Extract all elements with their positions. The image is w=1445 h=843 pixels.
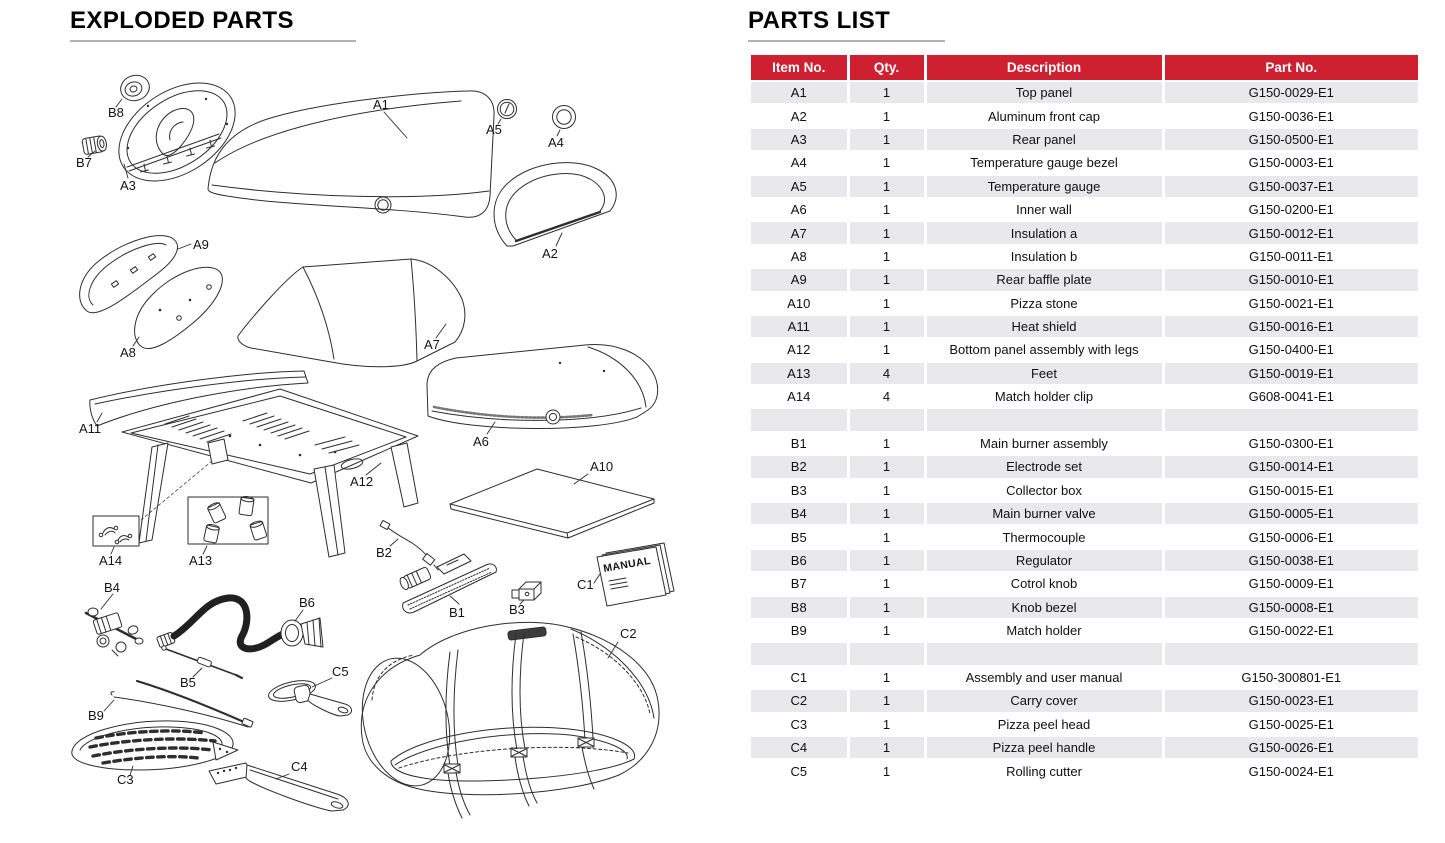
manual-cover-text: MANUAL <box>602 554 652 575</box>
part-row <box>751 385 1418 408</box>
cell-part <box>1163 642 1418 665</box>
cell-desc: Main burner valve <box>925 502 1163 525</box>
part-b7-control-knob <box>82 135 108 157</box>
cell-part: G150-0400-E1 <box>1163 338 1418 361</box>
cell-item: B1 <box>751 432 848 455</box>
cell-item: A2 <box>751 104 848 127</box>
cell-item: A5 <box>751 175 848 198</box>
part-row <box>751 549 1418 572</box>
cell-desc: Inner wall <box>925 198 1163 221</box>
part-row <box>751 666 1418 689</box>
cell-desc: Main burner assembly <box>925 432 1163 455</box>
part-row <box>751 736 1418 759</box>
cell-item: B2 <box>751 455 848 478</box>
label-a6: A6 <box>473 434 489 449</box>
label-b1: B1 <box>449 605 465 620</box>
label-b4: B4 <box>104 580 120 595</box>
cell-item: B6 <box>751 549 848 572</box>
cell-desc: Match holder <box>925 619 1163 642</box>
part-b5-thermocouple <box>162 646 242 678</box>
cell-qty: 1 <box>848 666 925 689</box>
cell-item: A6 <box>751 198 848 221</box>
cell-qty: 1 <box>848 128 925 151</box>
cell-part: G150-0029-E1 <box>1163 81 1418 104</box>
part-row <box>751 432 1418 455</box>
part-row <box>751 175 1418 198</box>
part-row <box>751 596 1418 619</box>
part-row <box>751 221 1418 244</box>
cell-qty: 1 <box>848 104 925 127</box>
label-a8: A8 <box>120 345 136 360</box>
cell-qty: 1 <box>848 338 925 361</box>
cell-part: G150-0005-E1 <box>1163 502 1418 525</box>
cell-item: B8 <box>751 596 848 619</box>
cell-part: G150-300801-E1 <box>1163 666 1418 689</box>
cell-qty: 1 <box>848 479 925 502</box>
part-row <box>751 713 1418 736</box>
part-row <box>751 81 1418 104</box>
cell-part: G150-0024-E1 <box>1163 759 1418 782</box>
cell-desc: Temperature gauge <box>925 175 1163 198</box>
part-a10-pizza-stone <box>450 469 654 538</box>
cell-qty <box>848 408 925 431</box>
part-row <box>751 572 1418 595</box>
cell-item: B4 <box>751 502 848 525</box>
col-description: Description <box>925 55 1163 81</box>
cell-qty: 1 <box>848 292 925 315</box>
cell-qty: 1 <box>848 221 925 244</box>
part-row <box>751 338 1418 361</box>
cell-item: A8 <box>751 245 848 268</box>
part-row <box>751 525 1418 548</box>
part-row <box>751 502 1418 525</box>
cell-item: A13 <box>751 362 848 385</box>
label-a2: A2 <box>542 246 558 261</box>
label-c5: C5 <box>332 664 349 679</box>
cell-part: G150-0014-E1 <box>1163 455 1418 478</box>
part-a1-top-panel <box>208 91 494 217</box>
part-a5-temperature-gauge <box>498 100 517 125</box>
cell-qty: 1 <box>848 689 925 712</box>
cell-part: G150-0021-E1 <box>1163 292 1418 315</box>
cell-item: B9 <box>751 619 848 642</box>
cell-desc: Regulator <box>925 549 1163 572</box>
cell-desc <box>925 408 1163 431</box>
cell-qty: 4 <box>848 362 925 385</box>
part-c4-pizza-peel-handle <box>209 763 348 811</box>
cell-item: A7 <box>751 221 848 244</box>
cell-part: G150-0025-E1 <box>1163 713 1418 736</box>
cell-part: G150-0006-E1 <box>1163 525 1418 548</box>
cell-qty: 1 <box>848 432 925 455</box>
cell-qty <box>848 642 925 665</box>
cell-qty: 1 <box>848 151 925 174</box>
spacer-row <box>751 408 1418 431</box>
cell-item: A10 <box>751 292 848 315</box>
part-a12-bottom-panel-assembly <box>122 389 418 557</box>
cell-desc: Knob bezel <box>925 596 1163 619</box>
cell-part: G150-0010-E1 <box>1163 268 1418 291</box>
cell-desc: Insulation a <box>925 221 1163 244</box>
label-c2: C2 <box>620 626 637 641</box>
label-a5: A5 <box>486 122 502 137</box>
cell-qty: 4 <box>848 385 925 408</box>
cell-desc <box>925 642 1163 665</box>
part-row <box>751 198 1418 221</box>
label-c4: C4 <box>291 759 308 774</box>
label-c1: C1 <box>577 577 594 592</box>
label-a13: A13 <box>189 553 213 568</box>
part-row <box>751 689 1418 712</box>
cell-qty: 1 <box>848 455 925 478</box>
cell-desc: Cotrol knob <box>925 572 1163 595</box>
cell-item: A11 <box>751 315 848 338</box>
cell-part: G150-0012-E1 <box>1163 221 1418 244</box>
part-row <box>751 455 1418 478</box>
label-b2: B2 <box>376 545 392 560</box>
cell-item <box>751 408 848 431</box>
label-a9: A9 <box>193 237 209 252</box>
cell-part: G150-0019-E1 <box>1163 362 1418 385</box>
cell-part <box>1163 408 1418 431</box>
label-c3: C3 <box>117 772 134 787</box>
cell-desc: Aluminum front cap <box>925 104 1163 127</box>
cell-qty: 1 <box>848 245 925 268</box>
cell-part: G150-0300-E1 <box>1163 432 1418 455</box>
part-row <box>751 619 1418 642</box>
part-row <box>751 151 1418 174</box>
label-b6: B6 <box>299 595 315 610</box>
cell-desc: Assembly and user manual <box>925 666 1163 689</box>
part-a13-feet <box>188 496 268 554</box>
label-a12: A12 <box>350 474 374 489</box>
cell-part: G150-0003-E1 <box>1163 151 1418 174</box>
cell-qty: 1 <box>848 502 925 525</box>
cell-part: G150-0011-E1 <box>1163 245 1418 268</box>
part-c3-pizza-peel-head <box>72 721 238 775</box>
cell-qty: 1 <box>848 596 925 619</box>
cell-part: G150-0500-E1 <box>1163 128 1418 151</box>
cell-desc: Heat shield <box>925 315 1163 338</box>
table-header-row <box>751 55 1418 81</box>
cell-qty: 1 <box>848 736 925 759</box>
cell-item: B3 <box>751 479 848 502</box>
cell-qty: 1 <box>848 525 925 548</box>
cell-part: G150-0200-E1 <box>1163 198 1418 221</box>
cell-part: G150-0026-E1 <box>1163 736 1418 759</box>
cell-qty: 1 <box>848 81 925 104</box>
part-a6-inner-wall <box>427 345 658 434</box>
cell-part: G150-0037-E1 <box>1163 175 1418 198</box>
label-b5: B5 <box>180 675 196 690</box>
cell-part: G608-0041-E1 <box>1163 385 1418 408</box>
cell-desc: Temperature gauge bezel <box>925 151 1163 174</box>
cell-part: G150-0022-E1 <box>1163 619 1418 642</box>
part-c2-carry-cover <box>350 622 660 818</box>
cell-qty: 1 <box>848 759 925 782</box>
cell-item: A14 <box>751 385 848 408</box>
cell-item: A3 <box>751 128 848 151</box>
label-a3: A3 <box>120 178 136 193</box>
part-row <box>751 268 1418 291</box>
part-a4-temperature-gauge-bezel <box>553 106 576 137</box>
part-row <box>751 315 1418 338</box>
cell-item: A12 <box>751 338 848 361</box>
cell-qty: 1 <box>848 572 925 595</box>
part-row <box>751 362 1418 385</box>
part-c1-manual <box>594 543 674 606</box>
cell-desc: Pizza peel handle <box>925 736 1163 759</box>
cell-qty: 1 <box>848 549 925 572</box>
label-a14: A14 <box>99 553 123 568</box>
cell-desc: Top panel <box>925 81 1163 104</box>
cell-part: G150-0016-E1 <box>1163 315 1418 338</box>
cell-part: G150-0038-E1 <box>1163 549 1418 572</box>
label-b3: B3 <box>509 602 525 617</box>
label-b7: B7 <box>76 155 92 170</box>
parts-list-title-underline <box>748 40 945 42</box>
label-a11: A11 <box>79 421 102 436</box>
part-row <box>751 479 1418 502</box>
part-row <box>751 292 1418 315</box>
cell-part: G150-0009-E1 <box>1163 572 1418 595</box>
cell-qty: 1 <box>848 198 925 221</box>
exploded-parts-title: EXPLODED PARTS <box>70 7 294 34</box>
label-a4: A4 <box>548 135 564 150</box>
cell-desc: Rear panel <box>925 128 1163 151</box>
cell-item: C3 <box>751 713 848 736</box>
label-b9: B9 <box>88 708 104 723</box>
cell-item: C5 <box>751 759 848 782</box>
spacer-row <box>751 642 1418 665</box>
cell-qty: 1 <box>848 713 925 736</box>
cell-qty: 1 <box>848 268 925 291</box>
parts-table <box>751 55 1418 784</box>
cell-item: B7 <box>751 572 848 595</box>
cell-desc: Insulation b <box>925 245 1163 268</box>
cell-desc: Bottom panel assembly with legs <box>925 338 1163 361</box>
cell-desc: Thermocouple <box>925 525 1163 548</box>
part-b8-knob-bezel <box>116 72 153 107</box>
parts-list-title: PARTS LIST <box>748 7 891 34</box>
cell-desc: Rear baffle plate <box>925 268 1163 291</box>
col-part-no: Part No. <box>1163 55 1418 81</box>
part-b3-collector-box <box>512 582 541 604</box>
cell-part: G150-0008-E1 <box>1163 596 1418 619</box>
cell-qty: 1 <box>848 175 925 198</box>
col-item-no: Item No. <box>751 55 848 81</box>
cell-item: A4 <box>751 151 848 174</box>
cell-part: G150-0023-E1 <box>1163 689 1418 712</box>
cell-qty: 1 <box>848 619 925 642</box>
cell-item: A1 <box>751 81 848 104</box>
cell-item: C2 <box>751 689 848 712</box>
part-row <box>751 128 1418 151</box>
part-row <box>751 104 1418 127</box>
cell-desc: Pizza peel head <box>925 713 1163 736</box>
label-b8: B8 <box>108 105 124 120</box>
label-a7: A7 <box>424 337 440 352</box>
label-a10: A10 <box>590 459 614 474</box>
cell-desc: Pizza stone <box>925 292 1163 315</box>
part-row <box>751 245 1418 268</box>
part-b1-main-burner-assembly <box>398 554 496 613</box>
part-b9-match-holder <box>104 681 253 727</box>
cell-desc: Feet <box>925 362 1163 385</box>
cell-part: G150-0015-E1 <box>1163 479 1418 502</box>
cell-item: B5 <box>751 525 848 548</box>
cell-desc: Rolling cutter <box>925 759 1163 782</box>
cell-item: C1 <box>751 666 848 689</box>
part-row <box>751 759 1418 782</box>
cell-desc: Match holder clip <box>925 385 1163 408</box>
part-a2-aluminum-front-cap <box>494 163 616 246</box>
part-b4-main-burner-valve <box>86 594 143 656</box>
cell-desc: Collector box <box>925 479 1163 502</box>
cell-desc: Electrode set <box>925 455 1163 478</box>
cell-item: A9 <box>751 268 848 291</box>
cell-qty: 1 <box>848 315 925 338</box>
cell-part: G150-0036-E1 <box>1163 104 1418 127</box>
part-c5-rolling-cutter <box>267 677 352 716</box>
col-qty: Qty. <box>848 55 925 81</box>
cell-desc: Carry cover <box>925 689 1163 712</box>
cell-item <box>751 642 848 665</box>
cell-item: C4 <box>751 736 848 759</box>
label-a1: A1 <box>373 97 389 112</box>
